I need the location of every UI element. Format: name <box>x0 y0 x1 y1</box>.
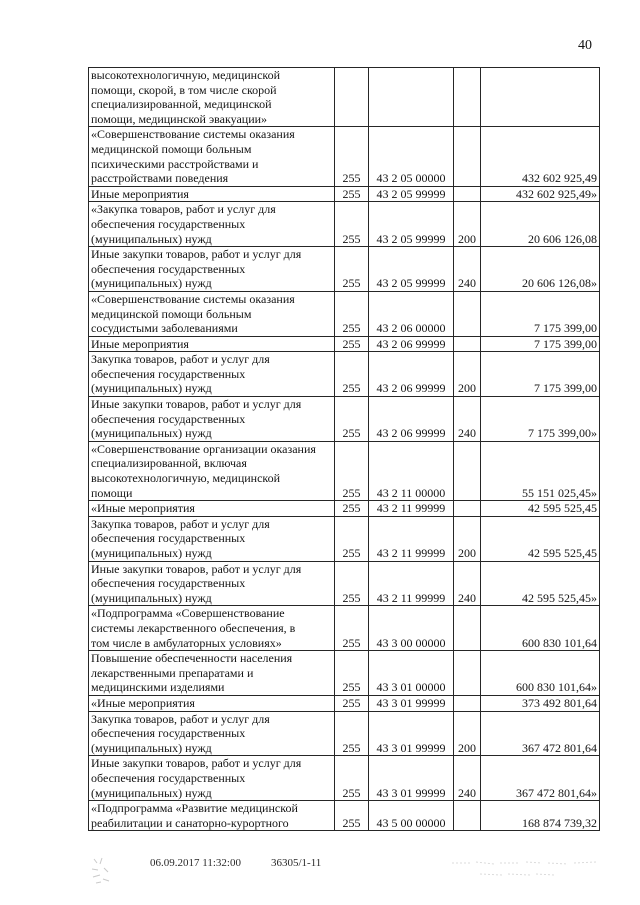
table-row <box>89 291 600 336</box>
row-grbs-cell: 255 <box>335 247 369 292</box>
row-target-article-cell: 43 2 05 99999 <box>369 247 454 292</box>
table-row <box>89 352 600 397</box>
row-expense-type-cell: 240 <box>454 756 481 801</box>
row-name-cell <box>89 291 335 336</box>
row-name-line: том числе в амбулаторных условиях» <box>91 635 282 650</box>
row-name-line: «Совершенствование системы оказания <box>91 127 295 142</box>
table-row <box>89 651 600 696</box>
row-name-line: Закупка товаров, работ и услуг для <box>91 516 270 531</box>
row-name-cell <box>89 501 335 517</box>
row-name-line: системы лекарственного обеспечения, в <box>91 620 296 635</box>
row-target-article-cell: 43 2 05 99999 <box>369 202 454 247</box>
row-name-cell <box>89 651 335 696</box>
row-grbs-cell: 255 <box>335 756 369 801</box>
row-expense-type-cell <box>454 501 481 517</box>
row-name-line: (муниципальных) нужд <box>91 546 212 560</box>
row-name-cell <box>89 756 335 801</box>
row-expense-type-cell <box>454 606 481 651</box>
row-name-line: «Подпрограмма «Развитие медицинской <box>91 801 298 816</box>
row-amount-cell: 373 492 801,64 <box>481 695 600 711</box>
row-name-line: «Иные мероприятия <box>91 695 195 710</box>
row-amount-cell: 432 602 925,49» <box>481 186 600 202</box>
row-target-article-cell: 43 2 06 00000 <box>369 291 454 336</box>
row-name-cell <box>89 127 335 186</box>
row-grbs-cell: 255 <box>335 561 369 606</box>
row-grbs-cell: 255 <box>335 711 369 756</box>
row-expense-type-cell <box>454 801 481 831</box>
row-name-line: реабилитации и санаторно-курортного <box>91 815 289 830</box>
row-amount-cell <box>481 68 600 127</box>
row-name-line: Иные мероприятия <box>91 186 189 201</box>
row-expense-type-cell: 200 <box>454 202 481 247</box>
row-grbs-cell: 255 <box>335 397 369 442</box>
row-name-line: сосудистыми заболеваниями <box>91 321 238 336</box>
row-name-line: специализированной, включая <box>91 456 247 471</box>
row-name-cell <box>89 202 335 247</box>
row-expense-type-cell: 240 <box>454 561 481 606</box>
row-target-article-cell: 43 2 06 99999 <box>369 397 454 442</box>
row-expense-type-cell <box>454 127 481 186</box>
row-grbs-cell: 255 <box>335 501 369 517</box>
row-name-cell <box>89 695 335 711</box>
row-target-article-cell <box>369 68 454 127</box>
faded-stamp-icon <box>450 857 600 881</box>
row-grbs-cell: 255 <box>335 695 369 711</box>
row-name-line: психическими расстройствами и <box>91 156 259 171</box>
table-row <box>89 127 600 186</box>
table-row <box>89 756 600 801</box>
row-name-line: помощи <box>91 485 133 500</box>
row-name-line: (муниципальных) нужд <box>91 590 212 605</box>
row-name-line: (муниципальных) нужд <box>91 381 212 396</box>
row-expense-type-cell <box>454 336 481 352</box>
row-grbs-cell: 255 <box>335 186 369 202</box>
budget-table <box>88 67 600 831</box>
row-amount-cell: 42 595 525,45 <box>481 516 600 561</box>
row-name-cell <box>89 336 335 352</box>
row-name-line: обеспечения государственных <box>91 770 246 785</box>
row-amount-cell: 55 151 025,45» <box>481 441 600 500</box>
table-row <box>89 202 600 247</box>
footer-document-code: 36305/1-11 <box>271 857 322 869</box>
row-amount-cell: 600 830 101,64 <box>481 606 600 651</box>
row-grbs-cell <box>335 68 369 127</box>
row-name-line: Иные закупки товаров, работ и услуг для <box>91 397 302 412</box>
table-row <box>89 501 600 517</box>
row-grbs-cell: 255 <box>335 127 369 186</box>
row-amount-cell: 168 874 739,32 <box>481 801 600 831</box>
row-name-line: Закупка товаров, работ и услуг для <box>91 352 270 367</box>
row-name-line: Закупка товаров, работ и услуг для <box>91 711 270 726</box>
row-amount-cell: 20 606 126,08 <box>481 202 600 247</box>
table-row <box>89 68 600 127</box>
row-target-article-cell: 43 2 06 99999 <box>369 336 454 352</box>
row-target-article-cell: 43 2 11 99999 <box>369 516 454 561</box>
row-target-article-cell: 43 3 00 00000 <box>369 606 454 651</box>
row-name-line: «Закупка товаров, работ и услуг для <box>91 202 276 217</box>
row-amount-cell: 7 175 399,00 <box>481 336 600 352</box>
table-row <box>89 695 600 711</box>
row-name-line: медицинской помощи больным <box>91 306 252 321</box>
row-name-cell <box>89 711 335 756</box>
row-target-article-cell: 43 3 01 99999 <box>369 695 454 711</box>
row-name-line: (муниципальных) нужд <box>91 740 212 755</box>
row-name-cell <box>89 606 335 651</box>
row-amount-cell: 432 602 925,49 <box>481 127 600 186</box>
row-name-cell <box>89 352 335 397</box>
row-target-article-cell: 43 2 11 99999 <box>369 501 454 517</box>
table-row <box>89 561 600 606</box>
table-row <box>89 397 600 442</box>
row-target-article-cell: 43 2 06 99999 <box>369 352 454 397</box>
row-expense-type-cell <box>454 695 481 711</box>
row-target-article-cell: 43 2 11 99999 <box>369 561 454 606</box>
row-name-line: «Совершенствование системы оказания <box>91 291 295 306</box>
row-name-line: (муниципальных) нужд <box>91 231 212 246</box>
row-expense-type-cell: 200 <box>454 711 481 756</box>
page-number: 40 <box>578 38 592 53</box>
row-name-cell <box>89 186 335 202</box>
row-name-line: медицинскими изделиями <box>91 680 225 695</box>
row-amount-cell: 367 472 801,64 <box>481 711 600 756</box>
row-amount-cell: 600 830 101,64» <box>481 651 600 696</box>
row-name-line: «Совершенствование организации оказания <box>91 441 316 456</box>
row-expense-type-cell <box>454 291 481 336</box>
table-row <box>89 711 600 756</box>
row-amount-cell: 42 595 525,45 <box>481 501 600 517</box>
row-name-line: обеспечения государственных <box>91 531 246 546</box>
row-name-line: «Подпрограмма «Совершенствование <box>91 606 285 621</box>
row-target-article-cell: 43 5 00 00000 <box>369 801 454 831</box>
row-name-line: (муниципальных) нужд <box>91 785 212 800</box>
row-expense-type-cell <box>454 186 481 202</box>
row-name-line: обеспечения государственных <box>91 411 246 426</box>
row-target-article-cell: 43 2 05 00000 <box>369 127 454 186</box>
row-target-article-cell: 43 2 05 99999 <box>369 186 454 202</box>
row-name-line: Повышение обеспеченности населения <box>91 651 293 666</box>
row-expense-type-cell: 240 <box>454 397 481 442</box>
row-amount-cell: 367 472 801,64» <box>481 756 600 801</box>
row-grbs-cell: 255 <box>335 202 369 247</box>
table-body <box>89 68 600 831</box>
row-target-article-cell: 43 3 01 99999 <box>369 756 454 801</box>
row-expense-type-cell <box>454 441 481 500</box>
row-name-cell <box>89 397 335 442</box>
table-row <box>89 441 600 500</box>
row-grbs-cell: 255 <box>335 516 369 561</box>
row-name-line: помощи, скорой, в том числе скорой <box>91 82 277 97</box>
row-target-article-cell: 43 2 11 00000 <box>369 441 454 500</box>
row-name-cell <box>89 516 335 561</box>
row-name-line: Иные закупки товаров, работ и услуг для <box>91 247 302 262</box>
table-row <box>89 247 600 292</box>
table-row <box>89 801 600 831</box>
row-amount-cell: 20 606 126,08» <box>481 247 600 292</box>
table-row <box>89 186 600 202</box>
row-name-cell <box>89 68 335 127</box>
row-name-line: обеспечения государственных <box>91 576 246 591</box>
row-target-article-cell: 43 3 01 99999 <box>369 711 454 756</box>
row-name-cell <box>89 801 335 831</box>
row-amount-cell: 42 595 525,45» <box>481 561 600 606</box>
row-grbs-cell: 255 <box>335 441 369 500</box>
row-name-line: расстройствами поведения <box>91 171 229 186</box>
row-amount-cell: 7 175 399,00» <box>481 397 600 442</box>
row-name-line: обеспечения государственных <box>91 216 246 231</box>
footer-datetime: 06.09.2017 11:32:00 <box>150 857 241 869</box>
row-name-line: обеспечения государственных <box>91 366 246 381</box>
row-expense-type-cell <box>454 68 481 127</box>
row-name-line: лекарственными препаратами и <box>91 665 254 680</box>
row-amount-cell: 7 175 399,00 <box>481 291 600 336</box>
row-grbs-cell: 255 <box>335 352 369 397</box>
row-amount-cell: 7 175 399,00 <box>481 352 600 397</box>
row-name-line: «Иные мероприятия <box>91 501 195 516</box>
table-row <box>89 516 600 561</box>
row-name-line: (муниципальных) нужд <box>91 276 212 291</box>
row-name-line: помощи, медицинской эвакуации» <box>91 111 268 126</box>
row-name-line: высокотехнологичную, медицинской <box>91 471 281 486</box>
table-row <box>89 336 600 352</box>
row-name-cell <box>89 561 335 606</box>
row-grbs-cell: 255 <box>335 291 369 336</box>
row-name-cell <box>89 247 335 292</box>
row-name-line: высокотехнологичную, медицинской <box>91 68 281 82</box>
row-name-line: медицинской помощи больным <box>91 141 252 156</box>
scan-mark-icon <box>88 855 114 887</box>
row-name-line: обеспечения государственных <box>91 726 246 741</box>
row-name-cell <box>89 441 335 500</box>
row-expense-type-cell: 200 <box>454 352 481 397</box>
row-name-line: (муниципальных) нужд <box>91 426 212 441</box>
row-expense-type-cell: 200 <box>454 516 481 561</box>
row-name-line: специализированной, медицинской <box>91 97 272 112</box>
row-name-line: обеспечения государственных <box>91 261 246 276</box>
row-grbs-cell: 255 <box>335 651 369 696</box>
row-target-article-cell: 43 3 01 00000 <box>369 651 454 696</box>
row-name-line: Иные закупки товаров, работ и услуг для <box>91 756 302 771</box>
table-row <box>89 606 600 651</box>
row-name-line: Иные мероприятия <box>91 336 189 351</box>
row-name-line: Иные закупки товаров, работ и услуг для <box>91 561 302 576</box>
row-grbs-cell: 255 <box>335 336 369 352</box>
row-grbs-cell: 255 <box>335 606 369 651</box>
row-expense-type-cell <box>454 651 481 696</box>
row-grbs-cell: 255 <box>335 801 369 831</box>
row-expense-type-cell: 240 <box>454 247 481 292</box>
